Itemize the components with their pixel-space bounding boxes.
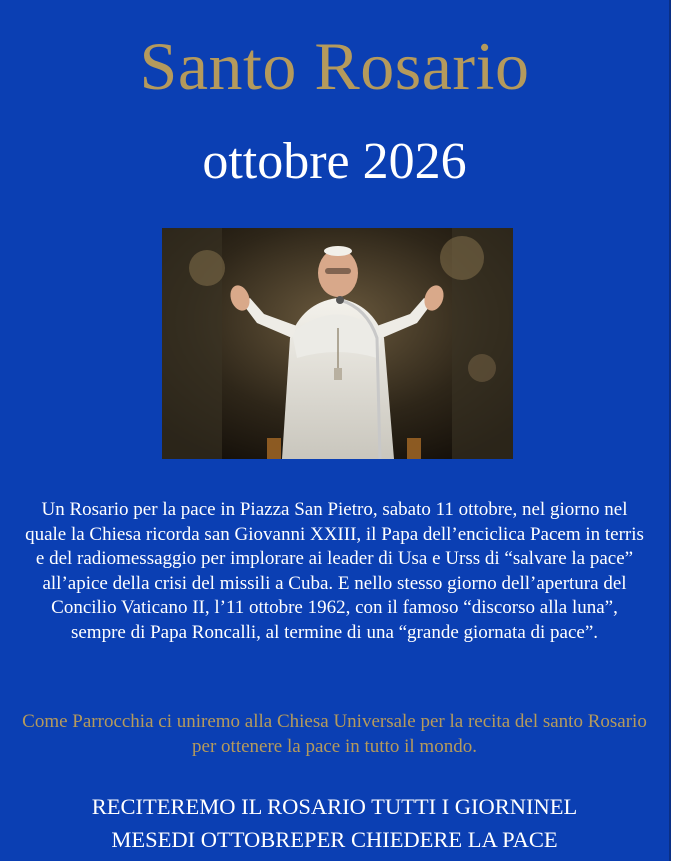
call-to-action (0, 790, 669, 856)
announcement-text: Un Rosario per la pace in Piazza San Pietro, sabato 11 ottobre, nel giorno nel quale la Chiesa ricorda san Giovanni XXIII, il Papa dell’enciclica Pacem in terris e del radiomessaggio per implorare ai leader di Usa e Urss di “salvare la pace” all’apice della crisi del missili a Cuba. E nello stesso giorno dell’apertura del Concilio Vaticano II, l’11 ottobre 1962, con il famoso “discorso alla luna”, sempre di Papa Roncalli, al termine di una “grande giornata di pace”. (25, 499, 644, 643)
pope-photo (162, 228, 513, 459)
poster-title: Santo Rosario (139, 28, 530, 104)
pope-blessing-image (162, 228, 513, 459)
poster-subtitle: ottobre 2026 (202, 133, 467, 190)
parish-text: Come Parrocchia ci uniremo alla Chiesa Universale per la recita del santo Rosario per ottenere la pace in tutto il mondo. (22, 711, 647, 757)
cta-line-1: RECITEREMO IL ROSARIO TUTTI I GIORNINEL (91, 794, 578, 819)
cta-line-2: MESEDI OTTOBREPER CHIEDERE LA PACE (111, 827, 558, 852)
